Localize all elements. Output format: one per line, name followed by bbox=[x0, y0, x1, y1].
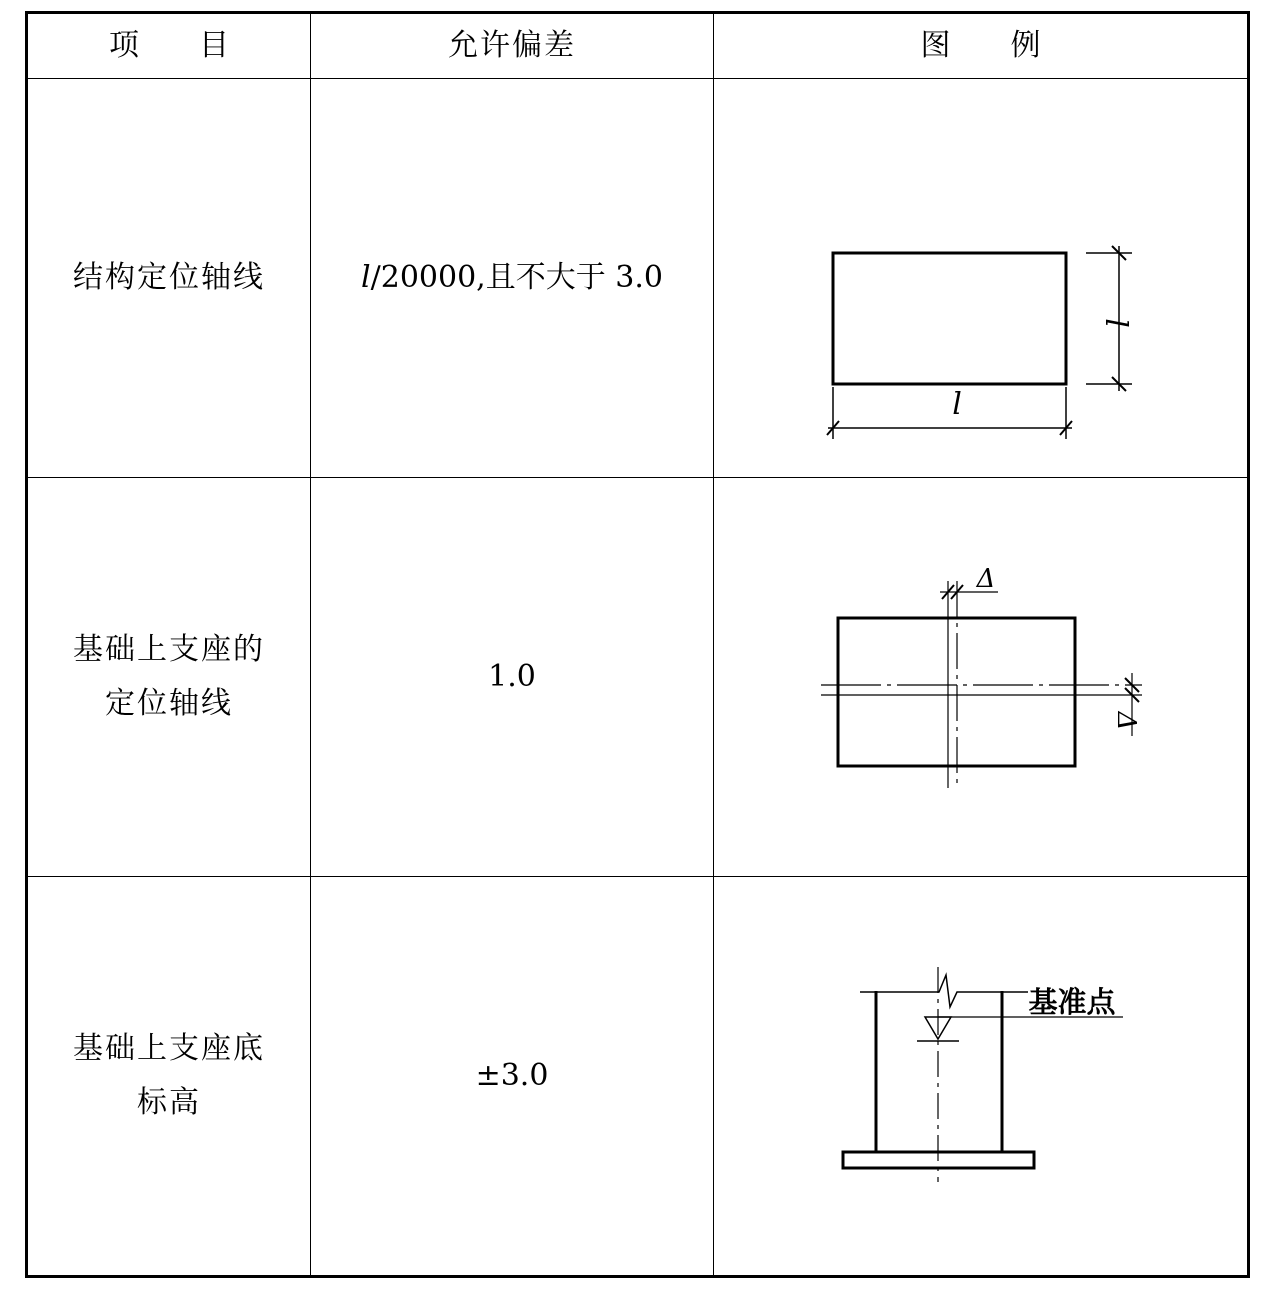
axis-figure bbox=[714, 79, 1249, 477]
tolerance-cell: 1.0 bbox=[311, 478, 714, 877]
table-row bbox=[27, 478, 1249, 877]
header-item: 项 目 bbox=[27, 13, 311, 79]
header-figure: 图 例 bbox=[714, 13, 1249, 79]
item-text: 基础上支座的 bbox=[73, 632, 265, 667]
tolerance-table bbox=[25, 11, 1250, 1278]
table-row bbox=[27, 79, 1249, 478]
tolerance-value: /20000,且不大于 3.0 bbox=[370, 260, 663, 295]
member-rect bbox=[833, 253, 1066, 384]
item-cell bbox=[27, 79, 311, 478]
reference-point-label: 基准点 bbox=[1028, 985, 1116, 1019]
header-tolerance: 允许偏差 bbox=[311, 13, 714, 79]
elevation-figure bbox=[714, 877, 1249, 1275]
item-text: 标高 bbox=[137, 1085, 201, 1120]
item-cell bbox=[27, 478, 311, 877]
dim-label-vertical: l bbox=[1098, 318, 1133, 328]
dim-label-horizontal: l bbox=[952, 387, 962, 422]
figure-cell bbox=[714, 478, 1249, 877]
tolerance-cell: ±3.0 bbox=[311, 877, 714, 1277]
tolerance-symbol: l bbox=[361, 260, 371, 295]
figure-cell bbox=[714, 79, 1249, 478]
item-cell bbox=[27, 877, 311, 1277]
header-row bbox=[27, 13, 1249, 79]
figure-cell bbox=[714, 877, 1249, 1277]
tolerance-cell bbox=[311, 79, 714, 478]
support-axis-figure bbox=[714, 478, 1249, 876]
item-text: 基础上支座底 bbox=[73, 1031, 265, 1066]
dim-label-top: Δ bbox=[976, 564, 996, 594]
table-row bbox=[27, 877, 1249, 1277]
item-text: 定位轴线 bbox=[105, 686, 233, 721]
item-text: 结构定位轴线 bbox=[73, 260, 265, 295]
dim-label-right: Δ bbox=[1111, 711, 1141, 731]
